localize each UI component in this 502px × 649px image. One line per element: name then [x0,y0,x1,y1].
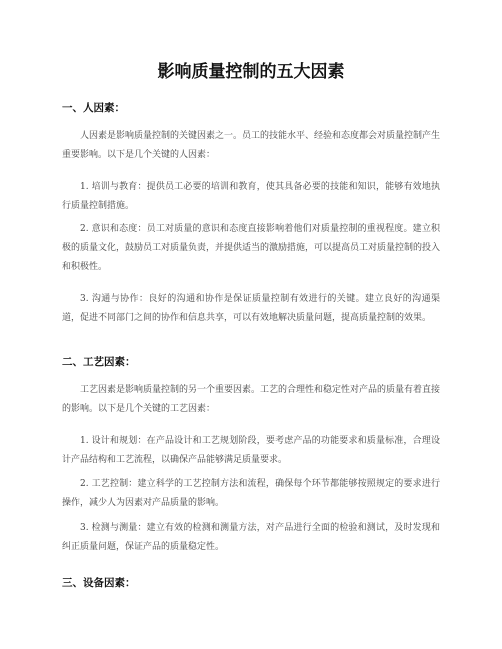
section-intro-people: 人因素是影响质量控制的关键因素之一。员工的技能水平、经验和态度都会对质量控制产生重要影响。以下是几个关键的人因素： [62,131,441,160]
section-intro-process: 工艺因素是影响质量控制的另一个重要因素。工艺的合理性和稳定性对产品的质量有着直接的影响。以下是几个关键的工艺因素： [62,385,441,414]
section-heading-people: 一、人因素： [62,102,125,114]
list-item-awareness: 2. 意识和态度：员工对质量的意识和态度直接影响着他们对质量控制的重视程度。建立积极的质量文化，鼓励员工对质量负责，并提供适当的激励措施，可以提高员工对质量控制的投入和积极性。 [62,224,441,272]
section-heading-process: 二、工艺因素： [62,356,136,368]
list-item-inspection: 3. 检测与测量：建立有效的检测和测量方法，对产品进行全面的检验和测试，及时发现和纠正质量问题，保证产品的质量稳定性。 [62,523,440,552]
list-item-process-control: 2. 工艺控制：建立科学的工艺控制方法和流程，确保每个环节都能够按照规定的要求进行操作，减少人为因素对产品质量的影响。 [62,479,440,508]
list-item-communication: 3. 沟通与协作：良好的沟通和协作是保证质量控制有效进行的关键。建立良好的沟通渠道，促进不同部门之间的协作和信息共享，可以有效地解决质量问题，提高质量控制的效果。 [62,294,440,323]
list-item-training: 1. 培训与教育：提供员工必要的培训和教育，使其具备必要的技能和知识，能够有效地执行质量控制措施。 [62,182,440,211]
document-title: 影响质量控制的五大因素 [157,62,345,82]
section-heading-equipment: 三、设备因素： [62,577,136,589]
list-item-design: 1. 设计和规划：在产品设计和工艺规划阶段，要考虑产品的功能要求和质量标准，合理设计产品结构和工艺流程，以确保产品能够满足质量要求。 [62,436,440,465]
